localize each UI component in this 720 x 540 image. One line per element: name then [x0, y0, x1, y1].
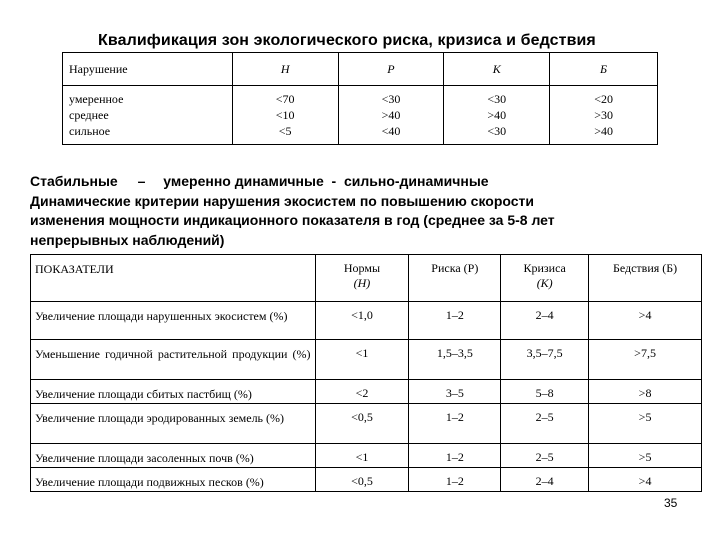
table-cell: <20: [594, 92, 613, 106]
header-disaster: Бедствия (Б): [589, 255, 702, 302]
table-cell: <1,0: [315, 302, 409, 340]
table-cell: 1–2: [409, 444, 501, 468]
disturbance-levels: [63, 86, 233, 145]
row-label: [31, 340, 316, 380]
table-row: [31, 302, 702, 340]
header-indicators: ПОКАЗАТЕЛИ: [31, 255, 316, 302]
table-cell: 1–2: [409, 404, 501, 444]
header-disaster: Б: [550, 53, 658, 86]
table-cell: >40: [487, 108, 507, 122]
table-cell: 2–4: [501, 468, 589, 492]
table-cell: >4: [589, 302, 702, 340]
header-risk: Риска (Р): [409, 255, 501, 302]
row-label: Увеличение площади подвижных песков (%): [31, 468, 316, 492]
header-disturbance: Нарушение: [63, 53, 233, 86]
norm-values: [232, 86, 338, 145]
description-text: [30, 172, 710, 250]
table-cell: 3,5–7,5: [501, 340, 589, 380]
table-header-row: [63, 53, 658, 86]
table-cell: <0,5: [315, 468, 409, 492]
table-cell: <30: [381, 92, 401, 106]
table-cell: >5: [589, 444, 702, 468]
table-cell: 2–5: [501, 444, 589, 468]
table-cell: <2: [315, 380, 409, 404]
level-strong: сильное: [69, 124, 111, 138]
table-cell: 1–2: [409, 468, 501, 492]
level-medium: среднее: [69, 108, 109, 122]
header-norm-symbol: (Н): [353, 276, 371, 290]
risk-zone-table: [62, 52, 658, 145]
table-cell: <1: [315, 444, 409, 468]
table-cell: <1: [315, 340, 409, 380]
table-cell: <40: [381, 124, 401, 138]
header-crisis: [501, 255, 589, 302]
table-cell: >7,5: [589, 340, 702, 380]
table-cell: >30: [594, 108, 613, 122]
header-norm-label: Нормы: [343, 261, 381, 275]
criteria-line: Динамические критерии нарушения экосистем по повышению скорости: [30, 192, 534, 209]
header-norm: Н: [232, 53, 338, 86]
table-cell: 2–5: [501, 404, 589, 444]
header-risk: Р: [338, 53, 444, 86]
table-cell: 1,5–3,5: [409, 340, 501, 380]
page-number: 35: [664, 496, 678, 510]
table-cell: <10: [275, 108, 295, 122]
table-cell: 5–8: [501, 380, 589, 404]
table-cell: <5: [278, 124, 292, 138]
dynamics-label: умеренно динамичные - сильно-динамичные: [163, 173, 489, 189]
table-row: [31, 444, 702, 468]
table-cell: 3–5: [409, 380, 501, 404]
header-crisis-symbol: (К): [536, 276, 553, 290]
table-cell: >40: [381, 108, 401, 122]
table-row: [31, 468, 702, 492]
criteria-line: изменения мощности индикационного показателя в год (среднее за 5-8 лет: [30, 212, 555, 229]
dynamics-scale-line: [30, 172, 710, 192]
table-cell: >40: [594, 124, 613, 138]
crisis-values: [444, 86, 550, 145]
table-header-row: [31, 255, 702, 302]
risk-values: [338, 86, 444, 145]
stable-label: Стабильные: [30, 173, 118, 189]
header-crisis: К: [444, 53, 550, 86]
criteria-table: [30, 254, 702, 492]
table-cell: >5: [589, 404, 702, 444]
row-label-text: Уменьшение годичной растительной продукции (%): [35, 347, 311, 361]
table-row: [31, 404, 702, 444]
row-label: Увеличение площади эродированных земель (%): [31, 404, 316, 444]
disaster-values: [550, 86, 658, 145]
table-cell: <30: [487, 92, 507, 106]
table-cell: 1–2: [409, 302, 501, 340]
row-label: Увеличение площади засоленных почв (%): [31, 444, 316, 468]
page-title: Квалификация зон экологического риска, кризиса и бедствия: [98, 32, 596, 49]
criteria-line: непрерывных наблюдений): [30, 231, 225, 248]
dash-separator: –: [137, 173, 146, 189]
level-moderate: умеренное: [69, 92, 124, 106]
table-row: [31, 340, 702, 380]
table-cell: <0,5: [315, 404, 409, 444]
header-crisis-label: Кризиса: [523, 261, 566, 275]
table-row: [31, 380, 702, 404]
table-cell: <70: [275, 92, 295, 106]
table-cell: >4: [589, 468, 702, 492]
row-label: Увеличение площади нарушенных экосистем (%): [31, 302, 316, 340]
table-cell: >8: [589, 380, 702, 404]
row-label: Увеличение площади сбитых пастбищ (%): [31, 380, 316, 404]
table-cell: <30: [487, 124, 507, 138]
table-body-row: [63, 86, 658, 145]
header-norm: [315, 255, 409, 302]
table-cell: 2–4: [501, 302, 589, 340]
